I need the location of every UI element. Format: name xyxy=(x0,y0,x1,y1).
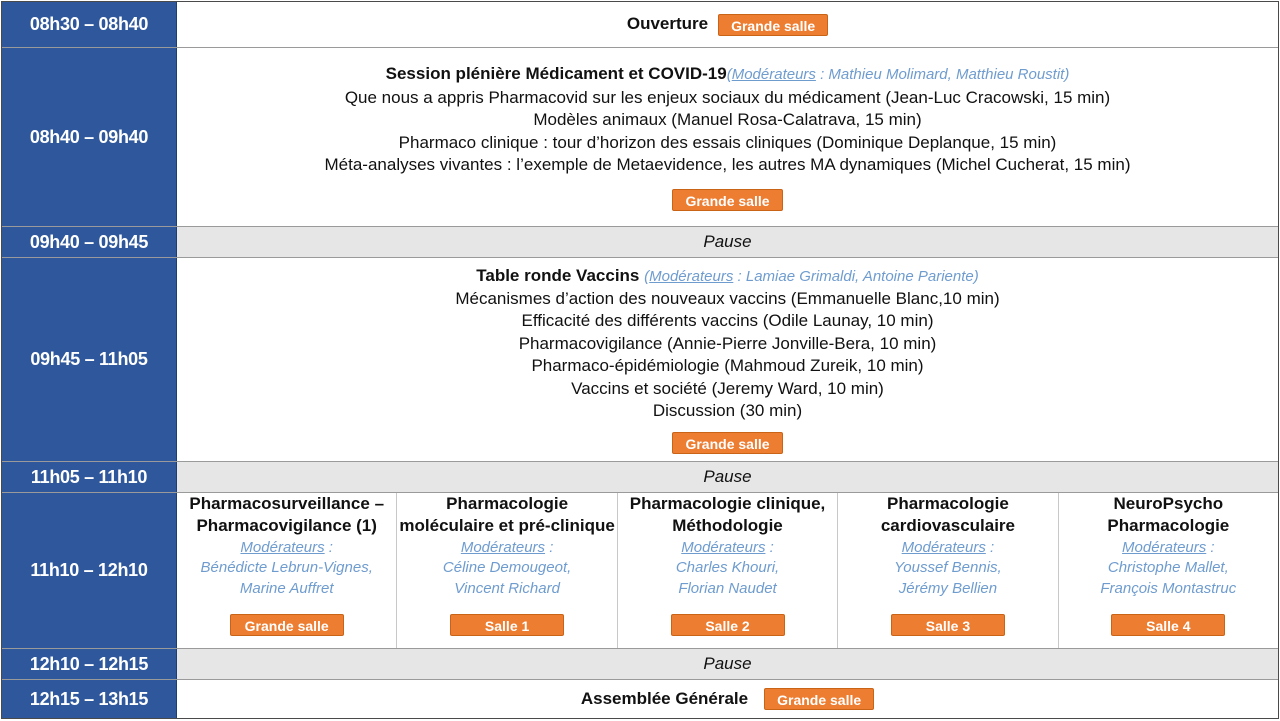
track-column xyxy=(1059,493,1278,648)
moderators-label: Modérateurs xyxy=(731,66,816,84)
moderators-label: Modérateurs xyxy=(681,538,766,556)
moderator-name: Céline Demougeot, xyxy=(442,559,572,577)
moderator-name: Vincent Richard xyxy=(454,579,560,597)
time-slot: 08h30 – 08h40 xyxy=(2,2,177,47)
time-slot: 11h05 – 11h10 xyxy=(2,462,177,492)
time-slot: 09h40 – 09h45 xyxy=(2,227,177,257)
room-badge: Grande salle xyxy=(672,189,782,211)
moderator-name: Jérémy Bellien xyxy=(898,579,998,597)
room-badge: Grande salle xyxy=(230,614,344,636)
moderators: Modérateurs : xyxy=(240,538,333,556)
moderators-label: Modérateurs xyxy=(460,538,546,556)
room-badge: Salle 4 xyxy=(1111,614,1225,636)
track-title-line: Pharmacologie xyxy=(446,494,569,513)
talk-item: Mécanismes d’action des nouveaux vaccins (Emmanuelle Blanc,10 min) xyxy=(455,288,1000,308)
schedule-row-pause xyxy=(2,227,1278,258)
moderators: (Modérateurs : Mathieu Molimard, Matthieu Roustit) xyxy=(726,66,1070,84)
session-cell xyxy=(177,680,1278,718)
track-title-line: cardiovasculaire xyxy=(880,516,1016,536)
track-title-line: Pharmacologie xyxy=(1107,516,1230,536)
moderator-name: Charles Khouri, xyxy=(675,559,780,577)
pause-label: Pause xyxy=(177,462,1278,492)
talk-item: Pharmaco clinique : tour d’horizon des essais cliniques (Dominique Deplanque, 15 min) xyxy=(398,132,1057,152)
schedule-row-pause xyxy=(2,649,1278,680)
parallel-tracks xyxy=(177,493,1278,648)
talk-item: Pharmaco-épidémiologie (Mahmoud Zureik, 10 min) xyxy=(531,356,924,376)
program-schedule xyxy=(1,1,1279,719)
session-cell xyxy=(177,258,1278,461)
moderator-name: Christophe Mallet, xyxy=(1107,559,1229,577)
moderators: Modérateurs : xyxy=(681,538,774,556)
moderator-name: Youssef Bennis, xyxy=(894,559,1002,577)
session-title: Assemblée Générale xyxy=(580,688,749,708)
room-badge: Salle 3 xyxy=(891,614,1005,636)
room-badge: Grande salle xyxy=(764,688,874,710)
moderators-label: Modérateurs xyxy=(649,267,734,285)
room-badge: Grande salle xyxy=(672,432,782,454)
track-column xyxy=(397,493,617,648)
session-title: Session plénière Médicament et COVID-19 xyxy=(385,64,727,84)
moderator-name: Florian Naudet xyxy=(678,579,777,597)
track-title-line: Pharmacosurveillance – xyxy=(189,494,385,513)
track-column xyxy=(838,493,1058,648)
track-column xyxy=(177,493,397,648)
talk-item: Vaccins et société (Jeremy Ward, 10 min) xyxy=(571,378,884,398)
track-title-line: moléculaire et pré-clinique xyxy=(399,516,615,536)
moderator-name: Bénédicte Lebrun-Vignes, xyxy=(200,559,373,577)
moderators: Modérateurs : xyxy=(901,538,995,556)
schedule-row-plenary xyxy=(2,48,1278,227)
moderators-label: Modérateurs xyxy=(240,538,325,556)
moderators: (Modérateurs : Lamiae Grimaldi, Antoine Pariente) xyxy=(644,267,979,285)
talk-item: Efficacité des différents vaccins (Odile Launay, 10 min) xyxy=(521,311,934,331)
moderators: Modérateurs : xyxy=(1122,538,1215,556)
track-title-line: NeuroPsycho xyxy=(1113,494,1224,513)
schedule-row-opening xyxy=(2,2,1278,48)
session-cell xyxy=(177,2,1278,47)
talk-item: Discussion (30 min) xyxy=(652,401,803,421)
time-slot: 11h10 – 12h10 xyxy=(2,493,177,648)
track-title-line: Méthodologie xyxy=(672,516,783,536)
schedule-row-parallel-sessions xyxy=(2,493,1278,649)
session-title: Table ronde Vaccins xyxy=(476,265,640,285)
room-badge: Salle 2 xyxy=(671,614,785,636)
schedule-row-pause xyxy=(2,462,1278,493)
time-slot: 12h10 – 12h15 xyxy=(2,649,177,679)
pause-label: Pause xyxy=(177,649,1278,679)
session-cell xyxy=(177,48,1278,226)
session-title: Ouverture xyxy=(626,14,709,34)
room-badge: Grande salle xyxy=(718,14,828,36)
talk-item: Méta-analyses vivantes : l’exemple de Metaevidence, les autres MA dynamiques (Michel Cucherat, 15 min) xyxy=(324,155,1131,175)
time-slot: 09h45 – 11h05 xyxy=(2,258,177,461)
talk-item: Que nous a appris Pharmacovid sur les enjeux sociaux du médicament (Jean-Luc Cracowski, 15 min) xyxy=(344,87,1111,107)
moderators-label: Modérateurs xyxy=(1122,538,1207,556)
session-header xyxy=(476,265,978,288)
session-header xyxy=(386,63,1070,86)
track-title-line: Pharmacologie xyxy=(886,494,1009,513)
talk-item: Modèles animaux (Manuel Rosa-Calatrava, 15 min) xyxy=(533,110,922,130)
schedule-row-roundtable xyxy=(2,258,1278,462)
moderators-label: Modérateurs xyxy=(901,538,986,556)
moderator-name: Marine Auffret xyxy=(239,579,334,597)
track-column xyxy=(618,493,838,648)
schedule-row-general-assembly xyxy=(2,680,1278,718)
moderator-name: François Montastruc xyxy=(1100,579,1237,597)
track-title-line: Pharmacovigilance (1) xyxy=(196,516,377,536)
room-badge: Salle 1 xyxy=(450,614,564,636)
time-slot: 12h15 – 13h15 xyxy=(2,680,177,718)
time-slot: 08h40 – 09h40 xyxy=(2,48,177,226)
talk-item: Pharmacovigilance (Annie-Pierre Jonville-Bera, 10 min) xyxy=(518,333,937,353)
track-title-line: Pharmacologie clinique, xyxy=(629,494,826,513)
pause-label: Pause xyxy=(177,227,1278,257)
moderators: Modérateurs : xyxy=(460,538,554,556)
